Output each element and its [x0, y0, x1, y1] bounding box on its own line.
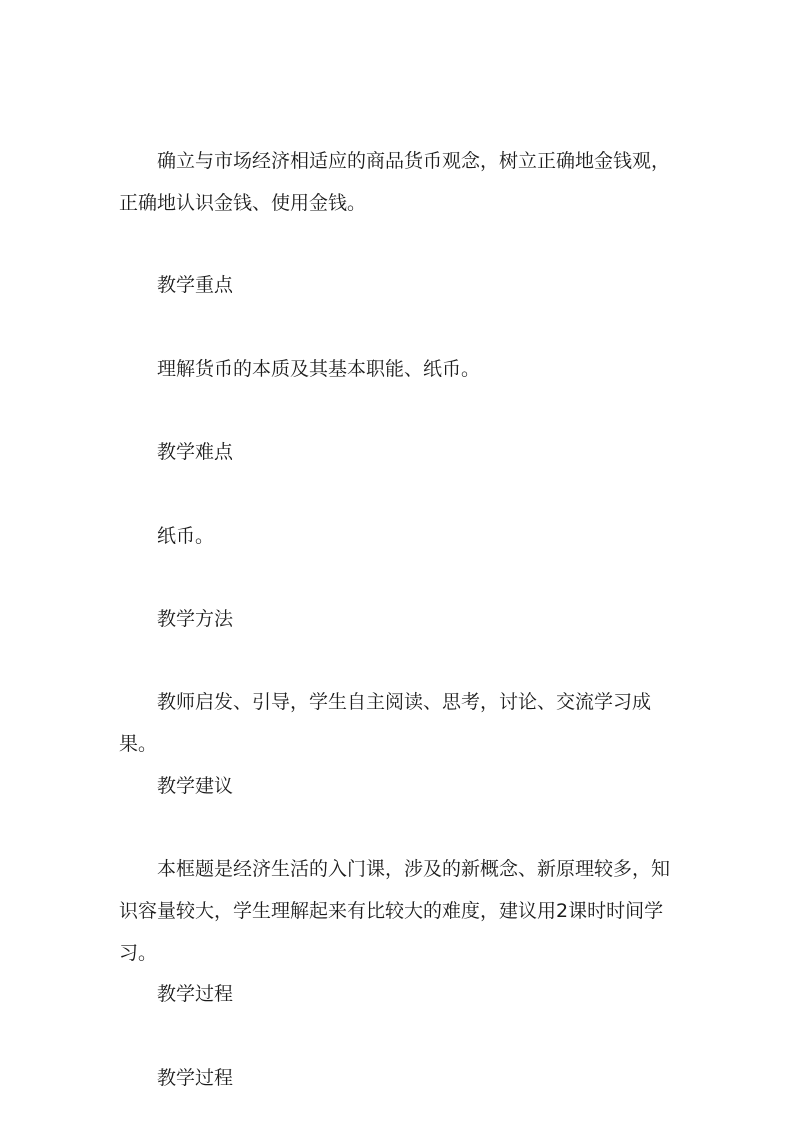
paragraph-goal: 确立与市场经济相适应的商品货币观念，树立正确地金钱观，正确地认识金钱、使用金钱。	[119, 150, 671, 214]
paragraph-suggestions: 本框题是经济生活的入门课，涉及的新概念、新原理较多，知识容量较大，学生理解起来有比较大的难度，建议用2课时时间学习。	[119, 858, 671, 964]
heading-process-repeat: 教学过程	[157, 1067, 234, 1089]
heading-suggestions: 教学建议	[157, 775, 234, 797]
paragraph-methods: 教师启发、引导，学生自主阅读、思考，讨论、交流学习成果。	[119, 691, 652, 755]
heading-key-points: 教学重点	[157, 274, 234, 296]
heading-methods: 教学方法	[157, 608, 234, 630]
heading-difficulties: 教学难点	[157, 441, 234, 463]
paragraph-difficulties: 纸币。	[157, 525, 215, 547]
heading-process: 教学过程	[157, 983, 234, 1005]
paragraph-key-points: 理解货币的本质及其基本职能、纸币。	[157, 358, 481, 380]
